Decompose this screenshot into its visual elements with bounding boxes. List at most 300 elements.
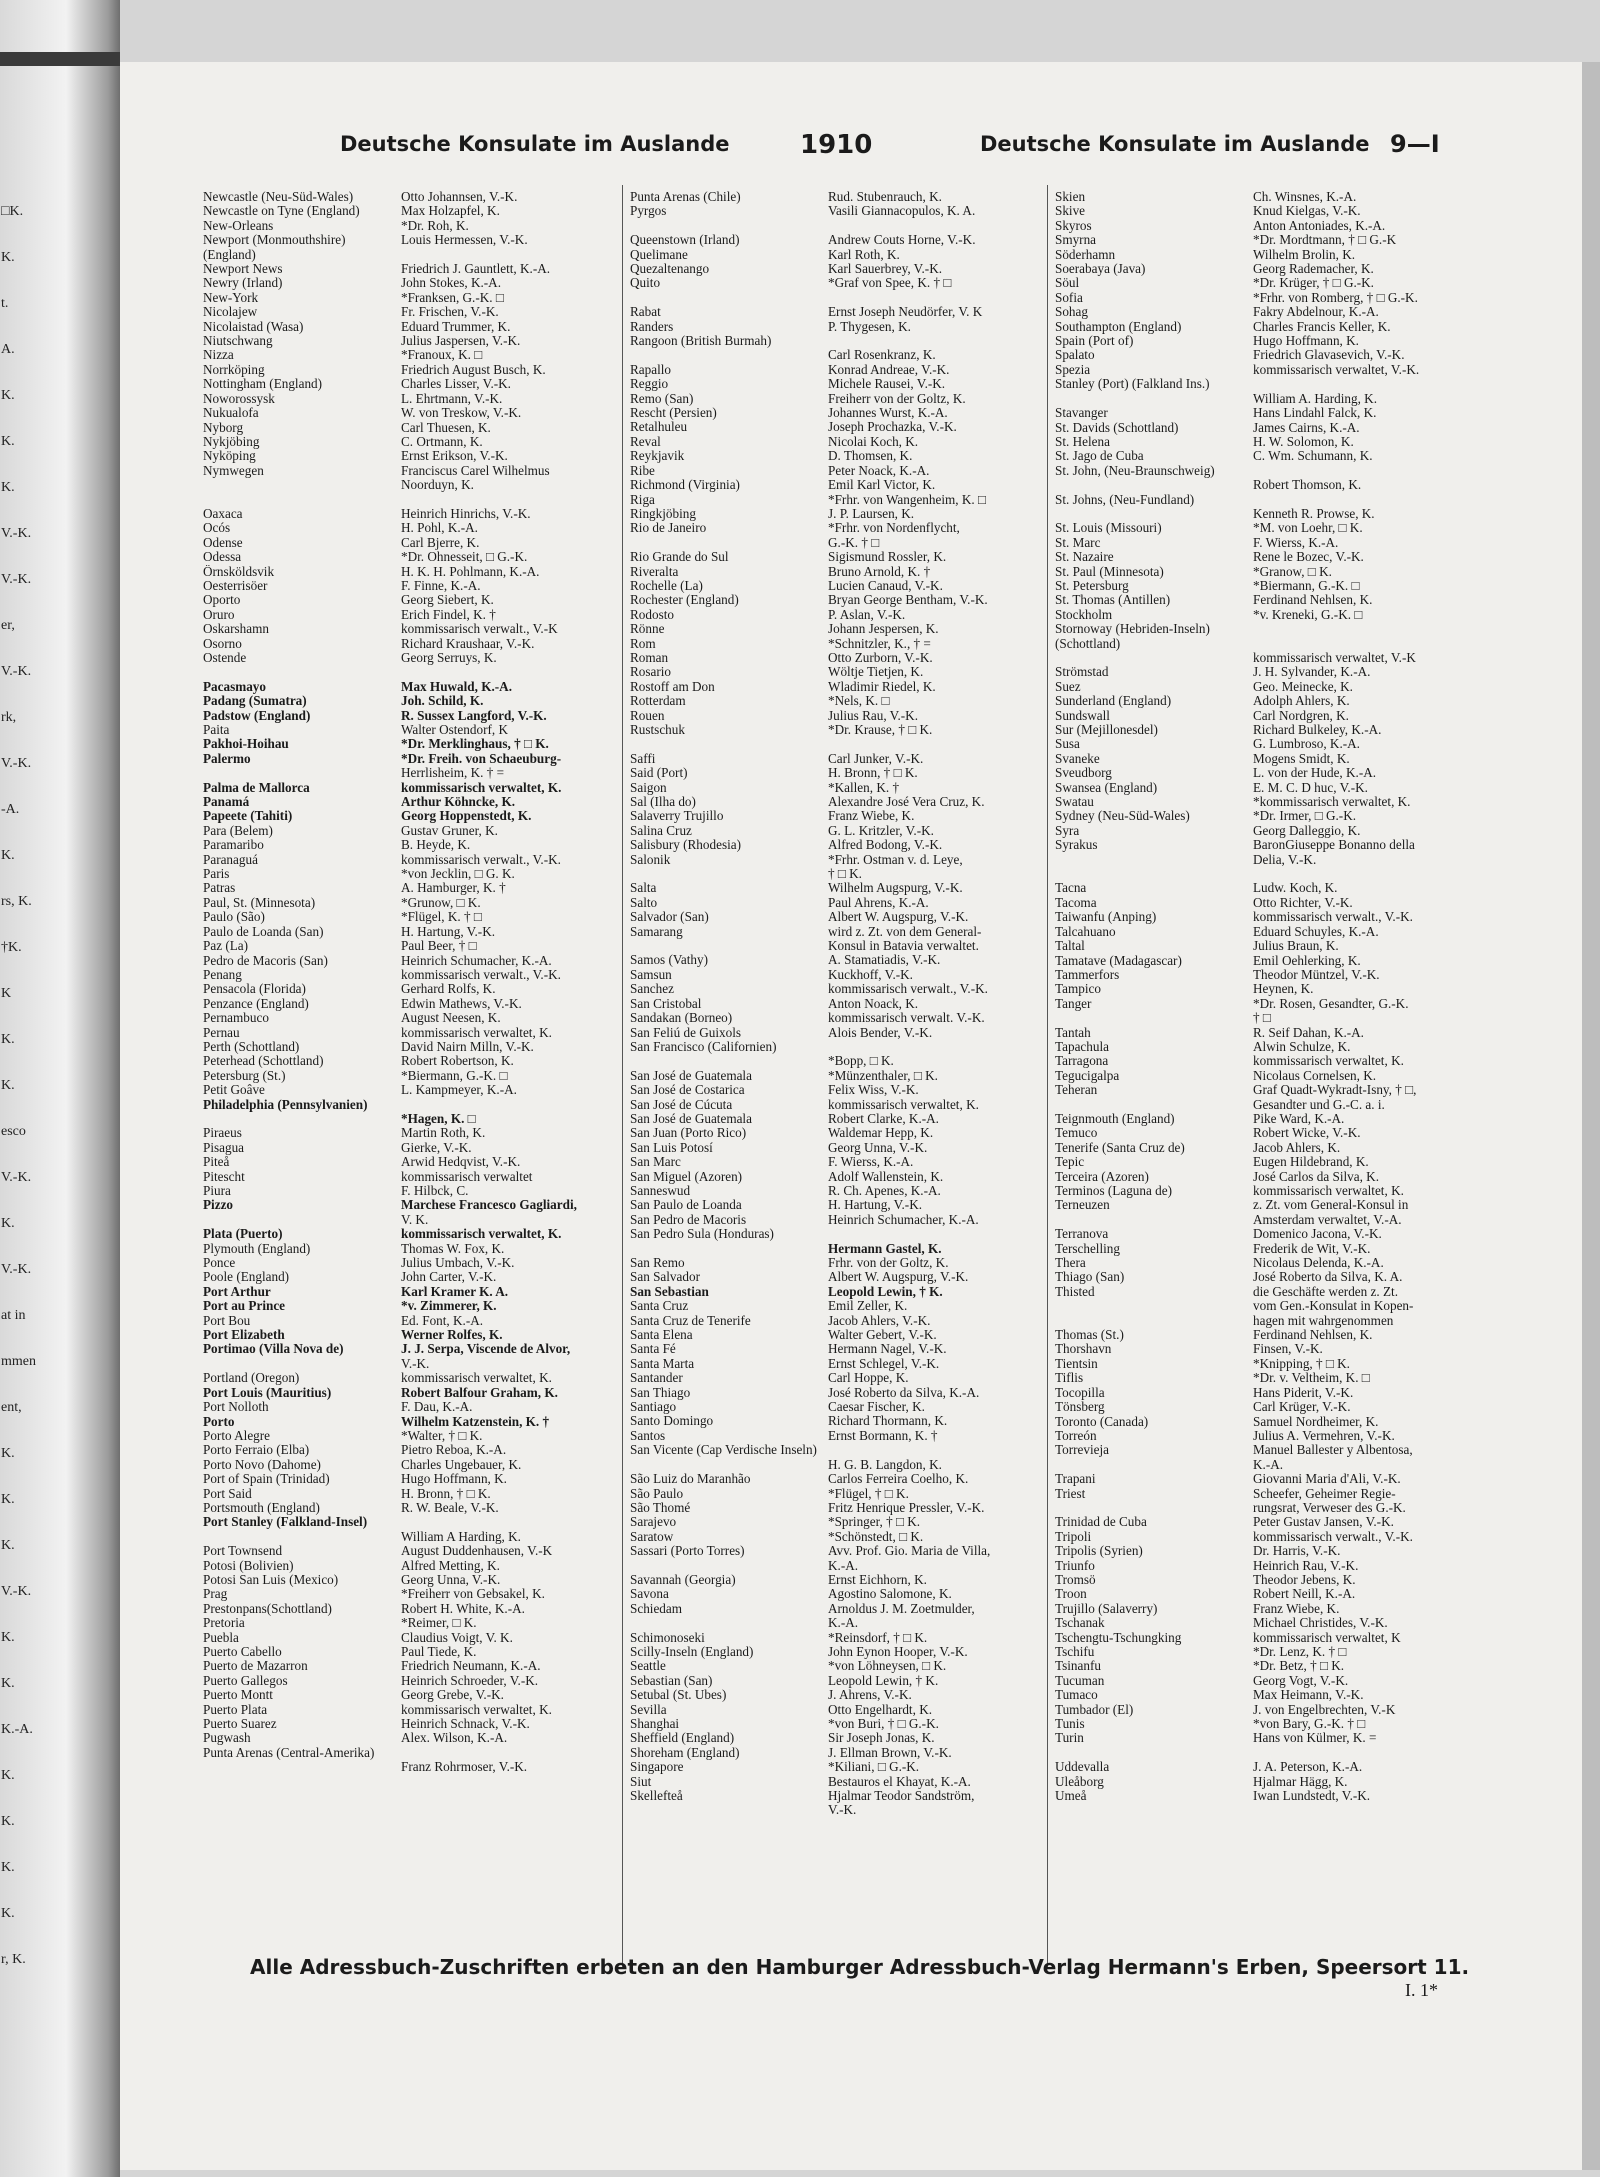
place-name: Sanneswud [630,1183,691,1198]
consul-name: Fr. Frischen, V.-K. [401,305,499,320]
consul-name: kommissarisch verwaltet, K. [401,1227,562,1242]
place-name: San Pedro de Macoris [630,1212,747,1227]
place-name: Santa Cruz [630,1299,689,1314]
place-name: Toronto (Canada) [1055,1414,1149,1429]
place-name: Singapore [630,1760,684,1775]
consulate-entry [630,1544,1035,1558]
place-name: Nukualofa [203,406,259,421]
consul-name: Hans Lindahl Falck, K. [1253,406,1377,421]
consul-name: Johann Jespersen, K. [828,622,939,637]
consul-name: Ludw. Koch, K. [1253,881,1338,896]
consul-name [401,1098,608,1112]
consulate-entry [630,1487,1035,1501]
place-name: San José de Guatemala [630,1068,752,1083]
consulate-entry [1055,1227,1460,1241]
place-name: Saffi [630,751,656,766]
consul-name: Bryan George Bentham, V.-K. [828,593,988,608]
place-name: Suez [1055,679,1081,694]
place-name: Osorno [203,636,242,651]
margin-fragment: K. [1,1538,15,1553]
consulate-entry [1055,939,1460,953]
consulate-entry [630,478,1035,492]
place-name: Tripoli [1055,1529,1092,1544]
consul-name: *v. Kreneki, G.-K. □ [1253,607,1363,622]
consul-name: Nicolai Koch, K. [828,434,919,449]
margin-fragment: K. [1,250,15,265]
consul-name: V. K. [401,1212,429,1227]
place-name: St. Marc [1055,535,1101,550]
place-name: Swansea (England) [1055,780,1158,795]
consul-name: *Frhr. von Nordenflycht, [828,521,960,536]
consulate-entry [630,1184,1035,1198]
consul-name: kommissarisch verwaltet, K. [1253,1184,1404,1199]
consulate-entry [630,1328,1035,1342]
consul-name: G. L. Kritzler, V.-K. [828,823,934,838]
consulate-entry [1055,752,1460,766]
consulate-entry [203,1098,608,1112]
consul-name: Emil Oehlerking, K. [1253,953,1361,968]
place-name: Punta Arenas (Central-Amerika) [203,1745,375,1760]
consulate-entry [630,305,1035,319]
consulate-entry [203,1026,608,1040]
consul-name: Arthur Köhncke, K. [401,795,516,810]
consulate-entry [630,1746,1035,1760]
consulate-entry [630,1659,1035,1673]
consulate-entry [1055,521,1460,535]
consul-name: Pietro Reboa, K.-A. [401,1443,507,1458]
place-name: Skyros [1055,218,1092,233]
consulate-entry [1055,795,1460,809]
consulate-entry [203,809,608,823]
consulate-entry [203,1285,608,1299]
consulate-entry [203,1573,608,1587]
consulate-entry [1055,233,1460,247]
consul-name: D. Thomsen, K. [828,449,913,464]
margin-fragment: V.-K. [1,1584,32,1599]
consulate-entry [1055,507,1460,521]
consulate-entry [630,809,1035,823]
consulate-entry [630,1285,1035,1299]
place-name: Paz (La) [203,939,249,954]
consul-name: Julius Umbach, V.-K. [401,1256,515,1271]
consul-name: Paul Ahrens, K.-A. [828,895,929,910]
consul-name: Carl Nordgren, K. [1253,708,1349,723]
margin-fragment: r, K. [1,1952,26,1967]
consulate-entry [1055,1184,1460,1198]
place-name: Tacoma [1055,895,1097,910]
consulate-entry [203,1126,608,1140]
consul-name: Robert Balfour Graham, K. [401,1385,558,1400]
consulate-entry [1055,709,1460,723]
place-name: St. John, (Neu-Braunschweig) [1055,463,1215,478]
consul-name: Anton Noack, K. [828,996,919,1011]
place-name: Poole (England) [203,1270,290,1285]
consulate-entry [630,1155,1035,1169]
consulate-entry [1055,1342,1460,1356]
place-name: Terminos (Laguna de) [1055,1184,1172,1199]
sheet-mark: I. 1* [1405,1980,1438,2000]
place-name: Tschengtu-Tschungking [1055,1630,1182,1645]
place-name: Potosi San Luis (Mexico) [203,1572,339,1587]
consulate-entry [1055,1112,1460,1126]
consul-name: Freiherr von der Goltz, K. [828,391,966,406]
consul-name: Georg Vogt, V.-K. [1253,1673,1349,1688]
place-name: Port Louis (Mauritius) [203,1385,332,1400]
consulate-entry [630,1098,1035,1112]
place-name: Tunis [1055,1717,1085,1732]
consulate-entry [203,1659,608,1673]
consul-name: Pike Ward, K.-A. [1253,1111,1345,1126]
consulate-entry [203,1472,608,1486]
consulate-entry [1055,1069,1460,1083]
place-name: Potosi (Bolivien) [203,1558,294,1573]
place-name: San José de Cúcuta [630,1097,733,1112]
consul-name: J. Ahrens, V.-K. [828,1688,912,1703]
place-name: Salto [630,895,658,910]
consul-name: Frederik de Wit, V.-K. [1253,1241,1371,1256]
consulate-entry [630,853,1035,867]
consul-name [1253,493,1460,507]
consul-name: Iwan Lundstedt, V.-K. [1253,1789,1371,1804]
consulate-entry [630,665,1035,679]
consulate-entry [1055,881,1460,895]
consulate-entry [203,1141,608,1155]
consul-name: C. Wm. Schumann, K. [1253,449,1373,464]
consulate-entry [203,305,608,319]
consulate-entry [630,795,1035,809]
consulate-entry [1055,982,1460,996]
margin-fragment: K. [1,1630,15,1645]
consul-name: William A. Harding, K. [1253,391,1377,406]
place-name: Scilly-Inseln (England) [630,1644,754,1659]
place-name: Pisagua [203,1140,245,1155]
consul-name: *Freiherr von Gebsakel, K. [401,1587,545,1602]
consulate-entry [630,233,1035,247]
consulate-entry [203,320,608,334]
place-name [1055,651,1253,665]
place-name: Quito [630,276,661,291]
consul-name: *Dr. Ohnesseit, □ G.-K. [401,550,528,565]
place-name: Palermo [203,751,251,766]
place-name: Skien [1055,190,1086,204]
consulate-entry [203,1083,608,1097]
margin-fragment: K. [1,1216,15,1231]
place-name: Puebla [203,1630,239,1645]
place-name: Swatau [1055,795,1094,810]
place-name: Söul [1055,276,1080,291]
place-name: Paul, St. (Minnesota) [203,895,316,910]
consul-name: Graf Quadt-Wykradt-Isny, † □, [1253,1083,1417,1098]
consulate-entry [630,1803,1035,1817]
place-name: Papeete (Tahiti) [203,809,293,824]
consul-name: Hjalmar Teodor Sandström, [828,1789,975,1804]
consul-name: *Springer, † □ K. [828,1515,921,1530]
consul-name: Robert H. White, K.-A. [401,1601,525,1616]
consul-name: J. von Engelbrechten, V.-K [1253,1702,1396,1717]
place-name: Port Elizabeth [203,1328,285,1343]
consul-name: K.-A. [1253,1457,1284,1472]
consulate-entry [203,1371,608,1385]
consulate-entry [630,709,1035,723]
place-name [630,536,828,550]
consulate-entry [630,680,1035,694]
consulate-entry [630,579,1035,593]
place-name: Trapani [1055,1472,1096,1487]
place-name: Salisbury (Rhodesia) [630,838,741,853]
consul-name: Noorduyn, K. [401,478,474,493]
consulate-column-2 [630,190,1035,1818]
consul-name: kommissarisch verwaltet, K. [401,780,562,795]
consulate-entry [203,1443,608,1457]
consulate-entry [630,1198,1035,1212]
consul-name: Gesandter und G.-C. a. i. [1253,1097,1385,1112]
consul-name: J. H. Sylvander, K.-A. [1253,665,1371,680]
consul-name: Bruno Arnold, K. † [828,564,931,579]
consulate-entry [203,795,608,809]
consulate-entry [1055,1083,1460,1097]
consul-name: Gerhard Rolfs, K. [401,982,496,997]
place-name: Rouen [630,708,665,723]
place-name: Puerto Suarez [203,1717,277,1732]
consul-name: Fakry Abdelnour, K.-A. [1253,305,1379,320]
consulate-entry [1055,1141,1460,1155]
consul-name: *Dr. Krüger, † □ G.-K. [1253,276,1374,291]
place-name: Teheran [1055,1083,1098,1098]
consul-name: Ernst Schlegel, V.-K. [828,1356,940,1371]
consulate-entry [1055,1645,1460,1659]
consulate-entry [1055,248,1460,262]
consul-name: Hans Piderit, V.-K. [1253,1385,1354,1400]
consul-name: *Dr. Irmer, □ G.-K. [1253,809,1357,824]
place-name: Prestonpans(Schottland) [203,1601,332,1616]
place-name: Rio de Janeiro [630,521,707,536]
place-name: Porto [203,1414,235,1429]
place-name: Sofia [1055,290,1083,305]
consulate-entry [1055,305,1460,319]
consul-name: Ed. Font, K.-A. [401,1313,484,1328]
consulate-entry [1055,1717,1460,1731]
place-name: Troon [1055,1587,1087,1602]
consul-name [1253,622,1460,651]
consul-name: Anton Antoniades, K.-A. [1253,218,1386,233]
place-name: Norrköping [203,362,265,377]
place-name: Ponce [203,1256,236,1271]
consul-name: John Eynon Hooper, V.-K. [828,1644,968,1659]
section-gap [630,291,1035,305]
consul-name: *Hagen, K. □ [401,1111,476,1126]
consulate-entry [203,1415,608,1429]
place-name [1055,1011,1253,1025]
column-divider [622,185,623,1968]
consulate-entry [630,1069,1035,1083]
consul-name: Adolf Wallenstein, K. [828,1169,944,1184]
consulate-entry [203,1587,608,1601]
consulate-entry [630,190,1035,204]
consulate-entry [630,1112,1035,1126]
consul-name: *Graf von Spee, K. † □ [828,276,952,291]
margin-fragment: rs, K. [1,894,32,909]
place-name: Syra [1055,823,1080,838]
place-name: Sarajevo [630,1515,677,1530]
consul-name: kommissarisch verwalt., V.-K. [401,852,561,867]
consul-name: Emil Zeller, K. [828,1299,908,1314]
place-name: Puerto Cabello [203,1645,282,1659]
place-name: Seattle [630,1659,666,1674]
consulate-entry [203,1299,608,1313]
consulate-entry [1055,1631,1460,1645]
consulate-entry [203,1054,608,1068]
place-name [203,1357,401,1371]
consulate-entry [1055,1573,1460,1587]
consulate-entry [203,1328,608,1342]
consul-name: Georg Rademacher, K. [1253,262,1374,277]
consulate-entry [1055,1357,1460,1371]
consul-name: H. W. Solomon, K. [1253,434,1354,449]
consul-name: Thomas W. Fox, K. [401,1241,505,1256]
consul-name: *Reimer, □ K. [401,1616,477,1631]
place-name: Philadelphia (Pennsylvanien) [203,1097,368,1112]
consulate-entry [630,723,1035,737]
consulate-entry [1055,1602,1460,1616]
place-name [1055,392,1253,406]
consulate-entry [630,1299,1035,1313]
consulate-entry [203,637,608,651]
consulate-entry [630,766,1035,780]
place-name: Puerto de Mazarron [203,1659,308,1674]
consul-name: Kenneth R. Prowse, K. [1253,506,1375,521]
margin-fragment: K [1,986,12,1001]
place-name: Pitescht [203,1169,245,1184]
consulate-entry [1055,320,1460,334]
place-name: Port Townsend [203,1544,283,1559]
place-name: Stornoway (Hebriden-Inseln) (Schottland) [1055,622,1210,651]
consul-name: *Granow, □ K. [1253,564,1332,579]
consulate-entry [630,1703,1035,1717]
place-name: Thorshavn [1055,1342,1112,1357]
place-name: Odense [203,535,243,550]
consul-name: Ernst Bormann, K. † [828,1428,938,1443]
consulate-entry [630,925,1035,939]
consulate-entry [203,1746,608,1760]
place-name: Nicolaistad (Wasa) [203,319,304,334]
place-name: Sunderland (England) [1055,694,1172,709]
consul-name: Jacob Ahlers, K. [1253,1140,1341,1155]
place-name: Tapachula [1055,1039,1109,1054]
consul-name: kommissarisch verwalt. V.-K. [828,1011,985,1026]
place-name: Piura [203,1184,231,1198]
place-name [1055,1098,1253,1112]
place-name: Thera [1055,1256,1086,1271]
consulate-entry [1055,694,1460,708]
consul-name: Franz Wiebe, K. [828,809,915,824]
place-name: Tucuman [1055,1673,1105,1688]
place-name: St. Helena [1055,434,1110,449]
place-name: São Luiz do Maranhão [630,1472,751,1487]
consul-name: Dr. Harris, V.-K. [1253,1544,1341,1559]
consul-name: Charles Francis Keller, K. [1253,319,1391,334]
place-name: Padstow (England) [203,708,311,723]
consulate-entry [630,1631,1035,1645]
place-name: St. Davids (Schottland) [1055,420,1179,435]
consulate-entry [630,1386,1035,1400]
place-name [630,1803,828,1817]
consulate-entry [630,1688,1035,1702]
consul-name: Hermann Nagel, V.-K. [828,1342,947,1357]
consulate-entry [1055,1170,1460,1184]
consul-name: Rene le Bozec, V.-K. [1253,550,1364,565]
place-name: Prag [203,1587,228,1602]
consulate-entry [630,320,1035,334]
place-name: San José de Costarica [630,1083,745,1098]
consul-name: Giovanni Maria d'Ali, V.-K. [1253,1472,1401,1487]
consulate-entry [203,881,608,895]
consulate-entry [203,1270,608,1284]
place-name: San Salvador [630,1270,700,1285]
consul-name: Heinrich Rau, V.-K. [1253,1558,1359,1573]
consulate-entry [203,867,608,881]
consulate-entry [1055,1242,1460,1256]
consulate-entry [1055,723,1460,737]
margin-fragment: K. [1,1814,15,1829]
place-name: Petit Goâve [203,1083,265,1098]
consul-name: Robert Robertson, K. [401,1054,514,1069]
consul-name: kommissarisch verwalt., V.-K. [828,982,988,997]
consulate-entry [203,464,608,478]
consulate-entry [1055,536,1460,550]
place-name: Tarragona [1055,1054,1109,1069]
consulate-entry [203,1674,608,1688]
place-name: Quezaltenango [630,262,710,277]
place-name: Tacna [1055,881,1087,896]
consul-name: V.-K. [401,1356,430,1371]
margin-fragment: □K. [1,204,24,219]
place-name: Samsun [630,967,672,982]
consulate-entry [630,204,1035,218]
consul-name: Charles Lisser, V.-K. [401,377,511,392]
consul-name: Lucien Canaud, V.-K. [828,578,943,593]
consul-name: Johannes Wurst, K.-A. [828,406,948,421]
place-name: Skive [1055,204,1086,219]
place-name: Samos (Vathy) [630,953,709,968]
consul-name: Leopold Lewin, † K. [828,1284,943,1299]
margin-fragment: †K. [1,940,22,955]
consulate-entry [1055,1515,1460,1529]
place-name: St. Nazaire [1055,550,1114,565]
consulate-entry [630,1170,1035,1184]
consul-name: Peter Noack, K.-A. [828,463,930,478]
consulate-entry [1055,1026,1460,1040]
place-name: Stavanger [1055,406,1108,421]
consul-name: David Nairn Milln, V.-K. [401,1039,534,1054]
consulate-entry [1055,406,1460,420]
consul-name: H. Pohl, K.-A. [401,521,478,536]
place-name [1055,853,1253,867]
consul-name: Carl Krüger, V.-K. [1253,1400,1351,1415]
place-name: Sandakan (Borneo) [630,1011,733,1026]
header-left-title: Deutsche Konsulate im Auslande [340,132,730,156]
consulate-entry [203,435,608,449]
place-name: Uddevalla [1055,1760,1110,1775]
consul-name: Nicolaus Delenda, K.-A. [1253,1256,1384,1271]
consul-name: F. Finne, K.-A. [401,578,481,593]
place-name: Port au Prince [203,1299,286,1314]
consulate-entry [630,881,1035,895]
consulate-entry [203,1184,608,1198]
consul-name: Peter Gustav Jansen, V.-K. [1253,1515,1394,1530]
consul-name: Ernst Erikson, V.-K. [401,449,508,464]
consulate-entry [203,1400,608,1414]
consulate-entry [630,1040,1035,1054]
